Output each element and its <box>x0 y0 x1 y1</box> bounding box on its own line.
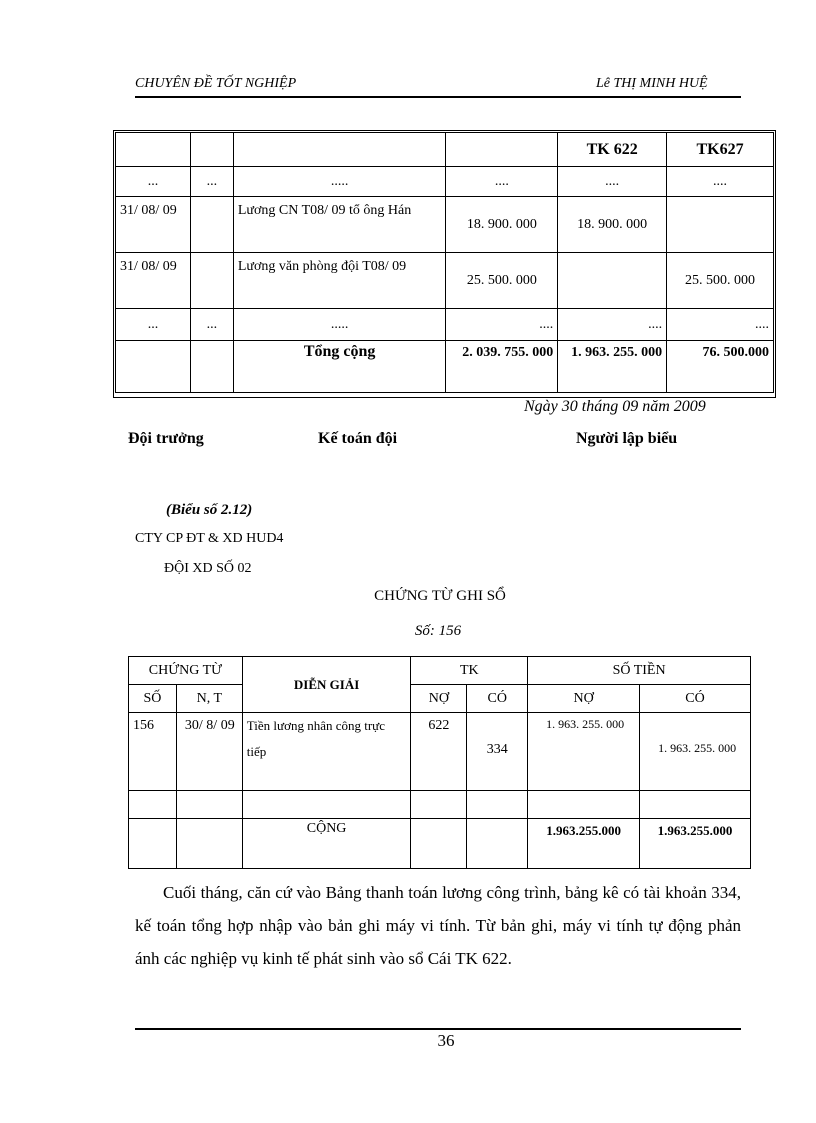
col-tk622: TK 622 <box>558 133 667 167</box>
total-label: Tổng cộng <box>233 341 446 393</box>
sig-team-leader: Đội trưởng <box>128 430 204 447</box>
voucher-table: CHỨNG TỪ DIỄN GIẢI TK SỐ TIỀN SỐ N, T NỢ CÓ NỢ CÓ 156 30/ 8/ 09 Tiền lương nhân công trực tiếp 622 334 1. 963. 255. 000 1. 963. 255. 000 CỘNG 1.963.255.000 1.963.255.000 <box>128 656 751 869</box>
footer-rule <box>135 1028 741 1030</box>
sig-preparer: Người lập biểu <box>576 430 678 447</box>
body-paragraph: Cuối tháng, căn cứ vào Bảng thanh toán lương công trình, bảng kê có tài khoản 334, kế toán tổng hợp nhập vào bản ghi máy vi tính. Từ bản ghi, máy vi tính tự động phản ánh các nghiệp vụ kinh tế phát sinh vào sổ Cái TK 622. <box>135 883 741 968</box>
h-tk: TK <box>411 657 528 685</box>
header-rule <box>135 96 741 98</box>
table-header-row <box>116 133 774 167</box>
total-row: CỘNG 1.963.255.000 1.963.255.000 <box>129 819 751 869</box>
table-row: 31/ 08/ 09 Lương văn phòng đội T08/ 09 25. 500. 000 25. 500. 000 <box>116 253 774 309</box>
total-row: Tổng cộng 2. 039. 755. 000 1. 963. 255. 000 76. 500.000 <box>116 341 774 393</box>
table-row: ... ... ..... .... .... .... <box>116 167 774 197</box>
h-diengiai: DIỄN GIẢI <box>242 657 411 713</box>
h-chungtu: CHỨNG TỪ <box>129 657 243 685</box>
form-number: (Biểu số 2.12) <box>166 502 253 518</box>
ledger-table <box>115 132 774 393</box>
sig-accountant: Kế toán đội <box>318 430 398 447</box>
table-row: 156 30/ 8/ 09 Tiền lương nhân công trực tiếp 622 334 1. 963. 255. 000 1. 963. 255. 000 <box>129 713 751 791</box>
date-line: Ngày 30 tháng 09 năm 2009 <box>524 398 706 415</box>
page-number: 36 <box>437 1031 455 1050</box>
doc-title: CHỨNG TỪ GHI SỔ <box>374 588 506 604</box>
team-name: ĐỘI XD SỐ 02 <box>164 561 252 576</box>
col-tk627: TK627 <box>667 133 774 167</box>
h-sotien: SỐ TIỀN <box>528 657 751 685</box>
header-left: CHUYÊN ĐỀ TỐT NGHIỆP <box>135 76 297 91</box>
header-right: Lê THỊ MINH HUỆ <box>596 76 708 91</box>
table-row: ... ... ..... .... .... .... <box>116 309 774 341</box>
company-name: CTY CP ĐT & XD HUD4 <box>135 531 284 546</box>
doc-number: Số: 156 <box>414 623 462 639</box>
table-row: 31/ 08/ 09 Lương CN T08/ 09 tổ ông Hán 18. 900. 000 18. 900. 000 <box>116 197 774 253</box>
